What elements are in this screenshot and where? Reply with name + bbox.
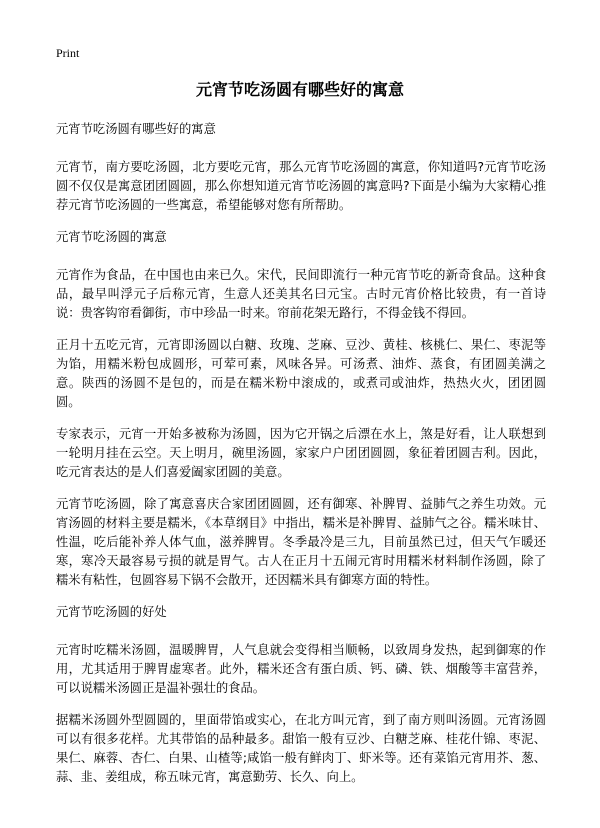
paragraph: 正月十五吃元宵，元宵即汤圆以白糖、玫瑰、芝麻、豆沙、黄桂、核桃仁、果仁、枣泥等为馅，用糯米粉包成圆形，可荤可素，风味各异。可汤煮、油炸、蒸食，有团圆美满之意。陕西的汤圆不是包的，而是在糯米粉中滚成的，或煮司或油炸，热热火火，团团圆圆。 bbox=[56, 338, 546, 409]
paragraph: 据糯米汤圆外型圆圆的，里面带馅或实心，在北方叫元宵，到了南方则叫汤圆。元宵汤圆可以有很多花样。尤其带馅的品种最多。甜馅一般有豆沙、白糖芝麻、桂花什锦、枣泥、果仁、麻蓉、杏仁、白果、山楂等;咸馅一般有鲜肉丁、虾米等。还有菜馅元宵用芥、葱、蒜、韭、姜组成，称五味元宵，寓意勤劳、长久、向上。 bbox=[56, 713, 546, 784]
paragraph: 元宵作为食品，在中国也由来已久。宋代，民间即流行一种元宵节吃的新奇食品。这种食品，最早叫浮元子后称元宵，生意人还美其名曰元宝。古时元宵价格比较贵，有一首诗说：贵客钩帘看御街，市中珍品一时来。帘前花架无路行，不得金钱不得回。 bbox=[56, 268, 546, 320]
print-link[interactable]: Print bbox=[56, 46, 80, 60]
article-title: 元宵节吃汤圆有哪些好的寓意 bbox=[195, 80, 404, 99]
article-body bbox=[56, 120, 546, 800]
paragraph: 专家表示，元宵一开始多被称为汤圆，因为它开锅之后漂在水上，煞是好看，让人联想到一轮明月挂在云空。天上明月，碗里汤圆，家家户户团团圆圆，象征着团圆吉利。因此，吃元宵表达的是人们喜爱阖家团圆的美意。 bbox=[56, 427, 546, 479]
paragraph: 元宵时吃糯米汤圆，温暖脾胃，人气息就会变得相当顺畅，以致周身发热，起到御寒的作用，尤其适用于脾胃虚寒者。此外，糯米还含有蛋白质、钙、磷、铁、烟酸等丰富营养，可以说糯米汤圆正是温补强壮的食品。 bbox=[56, 643, 546, 695]
article-subtitle: 元宵节吃汤圆有哪些好的寓意 bbox=[56, 122, 216, 136]
section-heading-benefits: 元宵节吃汤圆的好处 bbox=[56, 605, 167, 619]
intro-paragraph: 元宵节，南方要吃汤圆，北方要吃元宵，那么元宵节吃汤圆的寓意，你知道吗?元宵节吃汤圆不仅仅是寓意团团圆圆，那么你想知道元宵节吃汤圆的寓意吗?下面是小编为大家精心推荐元宵节吃汤圆的一些寓意，希望能够对您有所帮助。 bbox=[56, 160, 546, 212]
section-heading-meaning: 元宵节吃汤圆的寓意 bbox=[56, 230, 167, 244]
paragraph: 元宵节吃汤圆，除了寓意喜庆合家团团圆圆，还有御寒、补脾胃、益肺气之养生功效。元宵汤圆的材料主要是糯米，《本草纲目》中指出，糯米是补脾胃、益肺气之谷。糯米味甘、性温，吃后能补养人体气血，滋养脾胃。冬季最冷是三九，目前虽然已过，但天气乍暖还寒，寒冷天最容易亏损的就是胃气。古人在正月十五闹元宵时用糯米材料制作汤圆，除了糯米有粘性，包圆容易下锅不会散开，还因糯米具有御寒方面的特性。 bbox=[56, 497, 546, 587]
